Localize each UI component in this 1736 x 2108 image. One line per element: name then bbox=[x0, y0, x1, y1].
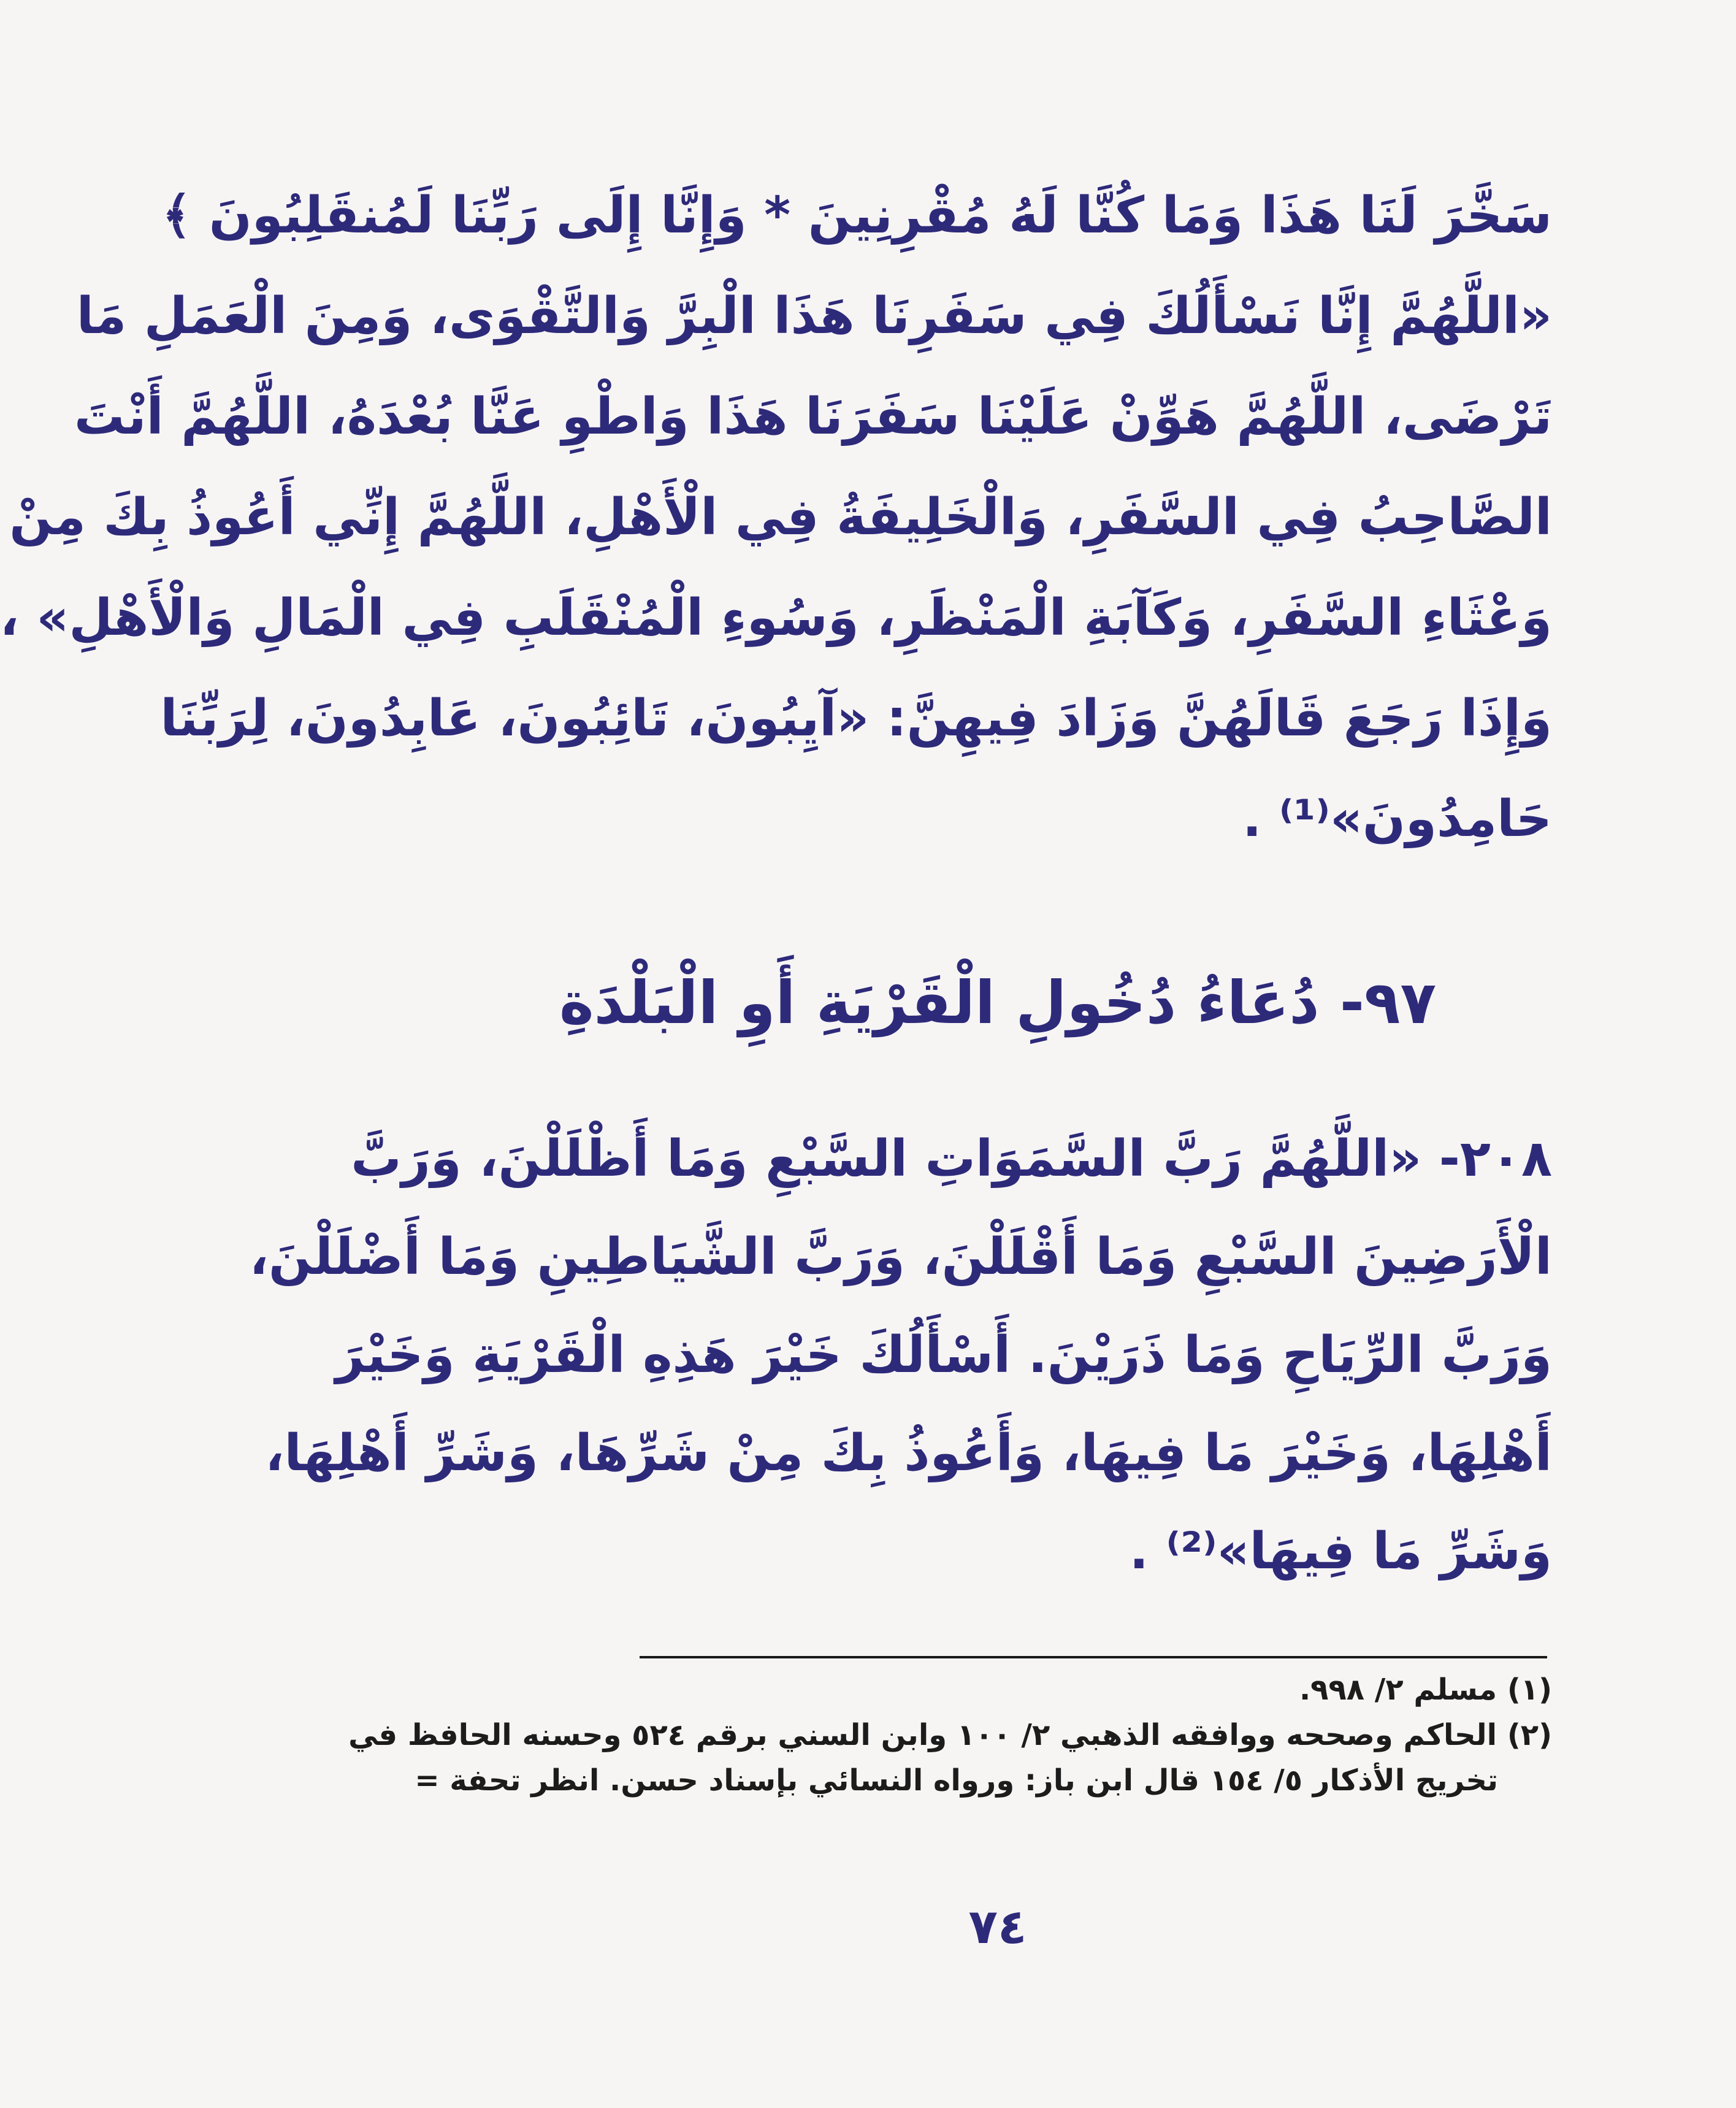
footnote-1: (١) مسلم ٢/ ٩٩٨. bbox=[1299, 1673, 1552, 1707]
section-heading: ٩٧- دُعَاءُ دُخُولِ الْقَرْيَةِ أَوِ الْبَلْدَةِ bbox=[559, 968, 1437, 1037]
text-line: أَهْلِهَا، وَخَيْرَ مَا فِيهَا، وَأَعُوذُ بِكَ مِنْ شَرِّهَا، وَشَرِّ أَهْلِهَا، bbox=[265, 1424, 1552, 1482]
text-line: «اللَّهُمَّ إِنَّا نَسْأَلُكَ فِي سَفَرِنَا هَذَا الْبِرَّ وَالتَّقْوَى، وَمِنَ الْعَمَلِ مَا bbox=[76, 287, 1552, 345]
text-line: الصَّاحِبُ فِي السَّفَرِ، وَالْخَلِيفَةُ فِي الْأَهْلِ، اللَّهُمَّ إِنِّي أَعُوذُ بِكَ مِنْ bbox=[9, 488, 1552, 546]
text-line: الْأَرَضِينَ السَّبْعِ وَمَا أَقْلَلْنَ، وَرَبَّ الشَّيَاطِينِ وَمَا أَضْلَلْنَ، bbox=[249, 1228, 1552, 1286]
footnote-2-continuation: تخريج الأذكار ٥/ ١٥٤ قال ابن باز: ورواه النسائي بإسناد حسن. انظر تحفة = bbox=[415, 1763, 1498, 1798]
text-line: سَخَّرَ لَنَا هَذَا وَمَا كُنَّا لَهُ مُقْرِنِينَ * وَإِنَّا إِلَى رَبِّنَا لَمُنقَلِبُونَ ﴾ bbox=[162, 186, 1552, 245]
text-line: وَإِذَا رَجَعَ قَالَهُنَّ وَزَادَ فِيهِنَّ: «آيِبُونَ، تَائِبُونَ، عَابِدُونَ، لِرَبِّنَا bbox=[160, 689, 1552, 748]
footnotes bbox=[348, 1667, 1552, 1803]
text-line: وَرَبَّ الرِّيَاحِ وَمَا ذَرَيْنَ. أَسْأَلُكَ خَيْرَ هَذِهِ الْقَرْيَةِ وَخَيْرَ bbox=[335, 1326, 1552, 1384]
text-line: ٢٠٨- «اللَّهُمَّ رَبَّ السَّمَوَاتِ السَّبْعِ وَمَا أَظْلَلْنَ، وَرَبَّ bbox=[351, 1130, 1552, 1188]
text-line: حَامِدُونَ»⁽¹⁾ . bbox=[1242, 790, 1552, 848]
supplication-entering-town-text bbox=[249, 1110, 1552, 1601]
page-number: ٧٤ bbox=[968, 1899, 1027, 1955]
text-line: وَعْثَاءِ السَّفَرِ، وَكَآبَةِ الْمَنْظَرِ، وَسُوءِ الْمُنْقَلَبِ فِي الْمَالِ وَالْأَهْلِ» ، bbox=[0, 589, 1552, 647]
text-line: وَشَرِّ مَا فِيهَا»⁽²⁾ . bbox=[1129, 1522, 1552, 1581]
text-line: تَرْضَى، اللَّهُمَّ هَوِّنْ عَلَيْنَا سَفَرَنَا هَذَا وَاطْوِ عَنَّا بُعْدَهُ، اللَّهُمَّ أَنْتَ bbox=[74, 388, 1552, 446]
footnote-2: (٢) الحاكم وصححه ووافقه الذهبي ٢/ ١٠٠ وابن السني برقم ٥٢٤ وحسنه الحافظ في bbox=[348, 1718, 1552, 1752]
supplication-travel-text bbox=[0, 166, 1552, 870]
footnote-divider bbox=[640, 1656, 1547, 1658]
